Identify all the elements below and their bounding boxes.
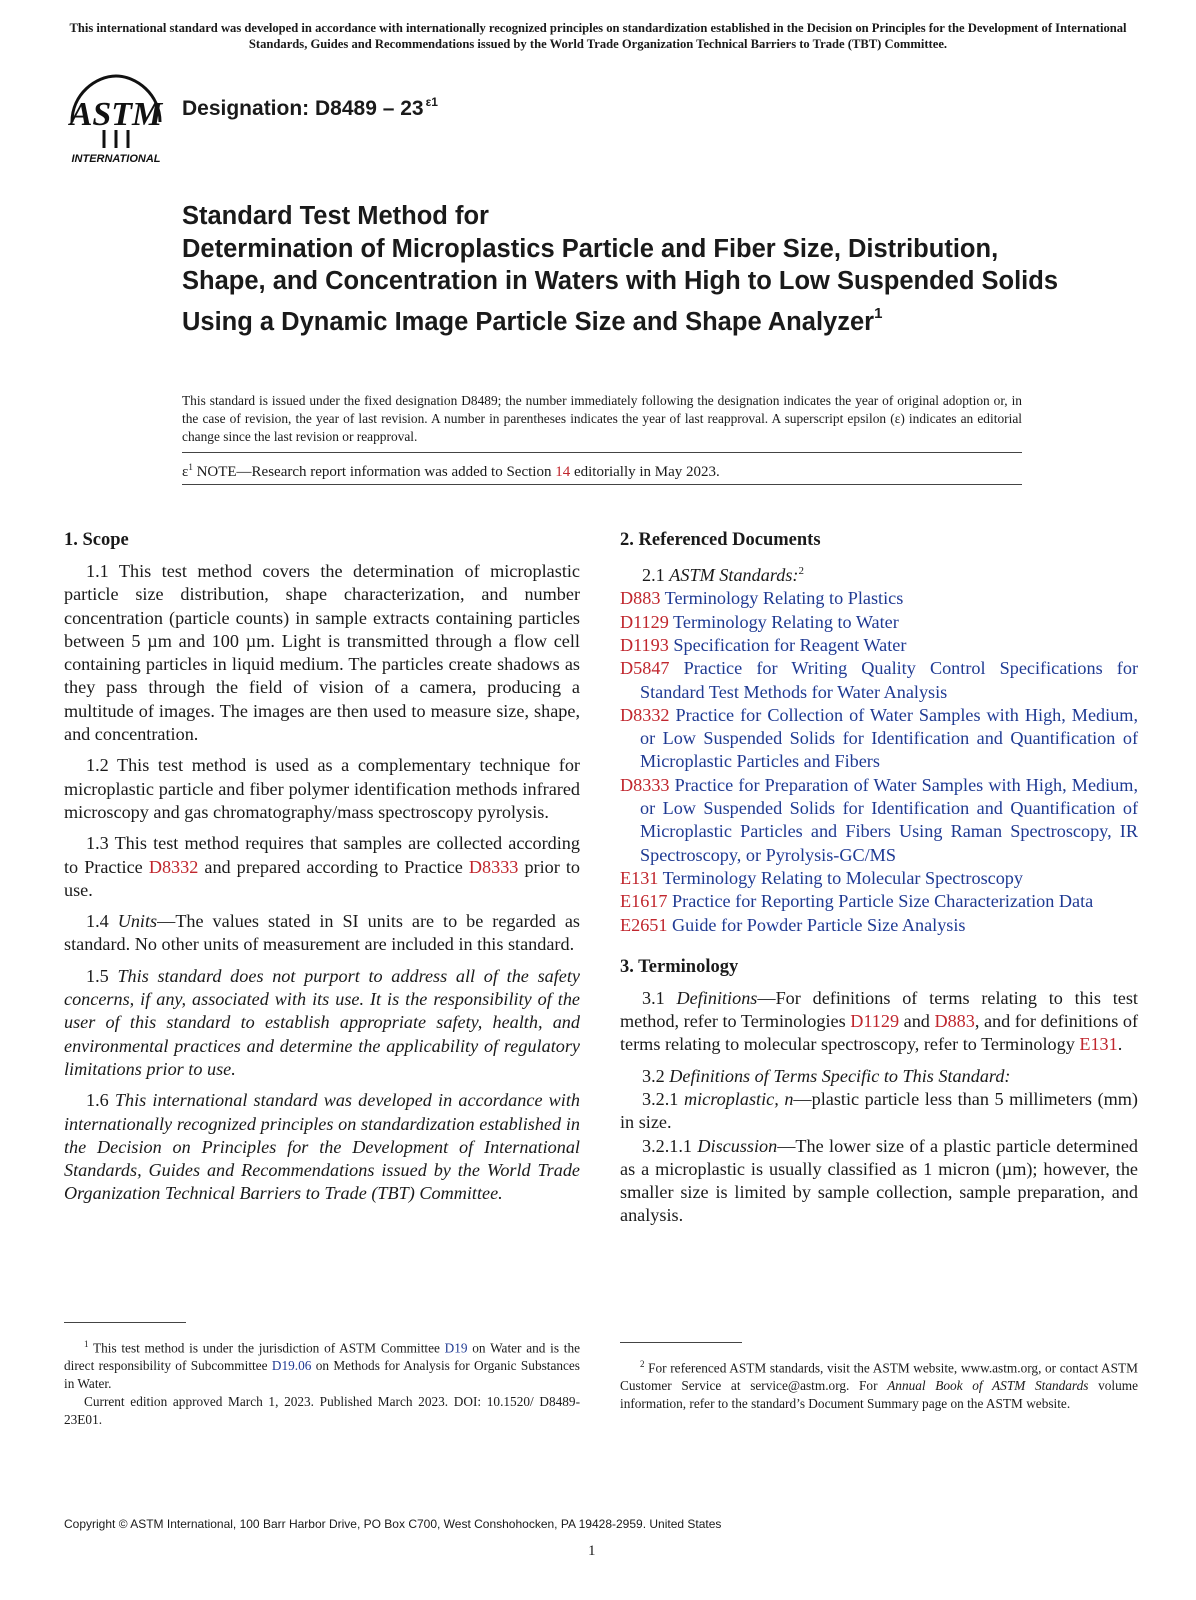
reference-code-link[interactable]: D1193: [620, 634, 669, 655]
reference-item: [620, 774, 1138, 867]
reference-code-link[interactable]: D5847: [620, 658, 670, 679]
logo-subtext: INTERNATIONAL: [71, 153, 161, 165]
designation-label: Designation: D8489 – 23: [182, 97, 424, 120]
footnote-2: [620, 1355, 1138, 1413]
note-epsilon: ε: [182, 464, 189, 480]
p13-text-c: prior to use.: [64, 856, 580, 900]
paragraph-1-6: [64, 1089, 580, 1205]
reference-code-link[interactable]: D883: [620, 588, 661, 609]
reference-code-link[interactable]: D1129: [620, 611, 669, 632]
copyright-line: Copyright © ASTM International, 100 Barr Harbor Drive, PO Box C700, West Conshohocken, PA 19428-2959. United States: [64, 1517, 722, 1531]
fn1-text-a: This test method is under the jurisdiction of ASTM Committee: [88, 1340, 445, 1356]
reference-item: [620, 611, 1138, 634]
p14-text: —The values stated in SI units are to be regarded as standard. No other units of measurement are included in this standard.: [64, 911, 581, 955]
paragraph-3-2-1-1: [620, 1135, 1138, 1228]
link-e131[interactable]: E131: [1079, 1034, 1118, 1055]
designation: [182, 95, 438, 121]
paragraph-1-1: 1.1 This test method covers the determination of microplastic particle size distribution, shape characterization, and number concentration (particle counts) in sample extracts containing particles between 5 µm and 100 µm. Light is transmitted through a flow cell containing particles in liquid medium. The particles create shadows as they pass through the field of vision of a camera, producing a multitude of images. The images are then used to measure size, shape, and concentration.: [64, 561, 580, 745]
reference-item: [620, 914, 1138, 937]
footnote-rule-left: [64, 1322, 186, 1323]
p3211-text: —The lower size of a plastic particle determined as a microplastic is usually classified as 1 micron (µm); however, the smaller size is limited by sample collection, sample preparation, and analysis.: [620, 1135, 1138, 1226]
document-title: [182, 200, 1062, 338]
p321-text: —plastic particle less than 5 millimeters (mm) in size.: [620, 1089, 1138, 1133]
page-number: 1: [588, 1543, 596, 1559]
header-notice: This international standard was developed in accordance with internationally recognized principles on standardization established in the Decision on Principles for the Development of International Standards, Guides and Recommendations issued by the World Trade Organization Technical Barriers to Trade (TBT) Committee.: [69, 21, 1127, 51]
reference-title-link[interactable]: Practice for Preparation of Water Samples with High, Medium, or Low Suspended Solids for Identification and Quantification of Microplastic Particles and Fibers Using Raman Spectroscopy, IR Spectroscopy, or Pyrolysis-GC/MS: [640, 774, 1138, 865]
paragraph-1-2: 1.2 This test method is used as a complementary technique for microplastic particle and fiber polymer identification methods infrared microscopy and gas chromatography/mass spectroscopy pyrolysis.: [64, 755, 580, 822]
reference-code-link[interactable]: D8332: [620, 704, 670, 725]
section-heading-scope: 1. Scope: [64, 530, 129, 550]
p13-text-b: and prepared according to Practice: [198, 856, 469, 877]
reference-item: [620, 867, 1138, 890]
ref-sub-num: 2.1: [642, 565, 670, 586]
reference-title-link[interactable]: Guide for Powder Particle Size Analysis: [667, 914, 966, 935]
reference-code-link[interactable]: D8333: [620, 774, 670, 795]
link-d883[interactable]: D883: [934, 1011, 975, 1032]
note-section-link[interactable]: 14: [555, 464, 571, 480]
reference-title-link[interactable]: Terminology Relating to Molecular Spectroscopy: [658, 867, 1023, 888]
reference-item: [620, 657, 1138, 704]
fn2-text-a: For referenced ASTM standards, visit the ASTM website, www.astm.org, or contact ASTM Customer Service at service@astm.org. For: [620, 1360, 1138, 1394]
link-subcommittee-d19-06[interactable]: D19.06: [271, 1358, 312, 1374]
astm-logo: [64, 70, 168, 166]
paragraph-1-5: [64, 965, 580, 1081]
note-epsilon-sup: 1: [188, 462, 193, 472]
link-d1129[interactable]: D1129: [850, 1011, 900, 1032]
link-d8333[interactable]: D8333: [468, 856, 519, 877]
p321-num: 3.2.1: [642, 1089, 684, 1109]
title-line-2: Determination of Microplastics Particle and Fiber Size, Distribution, Shape, and Concentration in Waters with High to Low Suspended Solids Using a Dynamic Image Particle Size and Shape Analyzer: [182, 234, 1059, 336]
logo-wordmark: ASTM: [69, 96, 163, 133]
fn1-text-b: on Water and is the direct responsibility of Subcommittee: [64, 1340, 580, 1374]
footnote-2-mark: 2: [640, 1359, 645, 1369]
footnote-1: [64, 1335, 580, 1429]
fn2-italic: Annual Book of ASTM Standards: [887, 1378, 1089, 1394]
footnote-2-text: [620, 1355, 1138, 1413]
paragraph-3-1: [620, 987, 1138, 1057]
reference-title-link[interactable]: Terminology Relating to Plastics: [660, 588, 904, 609]
reference-item: [620, 587, 1138, 610]
reference-title-link[interactable]: Specification for Reagent Water: [668, 634, 907, 655]
footnote-rule-right: [620, 1342, 742, 1343]
reference-code-link[interactable]: E1617: [620, 891, 668, 912]
reference-code-link[interactable]: E131: [620, 867, 659, 888]
p16-num: 1.6: [86, 1090, 115, 1111]
reference-title-link[interactable]: Practice for Writing Quality Control Specifications for Standard Test Methods for Water Analysis: [640, 658, 1138, 702]
subsection-astm-standards: [620, 560, 1138, 587]
p31-text-d: .: [1117, 1034, 1123, 1055]
paragraph-3-2-1: [620, 1088, 1138, 1135]
ref-sub-label: ASTM Standards:: [669, 565, 799, 586]
link-d8332[interactable]: D8332: [148, 856, 199, 877]
p14-num: 1.4: [86, 911, 118, 932]
paragraph-3-2: [620, 1065, 1138, 1088]
left-column: [64, 528, 580, 1214]
title-footnote-mark: 1: [874, 304, 883, 322]
footnote-1-mark: 1: [84, 1339, 89, 1349]
section-heading-terminology: 3. Terminology: [620, 956, 739, 977]
p14-term: Units: [117, 911, 158, 932]
p31-text-a: —For definitions of terms relating to this test method, refer to Terminologies: [620, 987, 1138, 1032]
p31-text-c: , and for definitions of terms relating to molecular spectroscopy, refer to Terminology: [620, 1011, 1139, 1055]
footnote-1-edition: Current edition approved March 1, 2023. Published March 2023. DOI: 10.1520/ D8489-23E01.: [64, 1394, 580, 1428]
p32-num: 3.2: [642, 1065, 670, 1086]
reference-title-link[interactable]: Practice for Reporting Particle Size Characterization Data: [667, 891, 1094, 912]
p3211-term: Discussion: [697, 1135, 778, 1156]
reference-item: [620, 890, 1138, 913]
p32-text: Definitions of Terms Specific to This Standard:: [669, 1065, 1011, 1086]
fn1-text-c: on Methods for Analysis for Organic Substances in Water.: [64, 1358, 580, 1392]
section-heading-referenced-documents: 2. Referenced Documents: [620, 530, 821, 550]
p13-text-a: 1.3 This test method requires that samples are collected according to Practice: [64, 833, 580, 877]
note-text-a: NOTE—Research report information was added to Section: [192, 464, 556, 480]
ref-sub-footnote-mark: 2: [798, 565, 804, 577]
right-column: [620, 528, 1138, 1236]
reference-item: [620, 634, 1138, 657]
p3211-num: 3.2.1.1: [642, 1135, 698, 1156]
note-text-b: editorially in May 2023.: [570, 464, 720, 480]
p31-num: 3.1: [642, 987, 677, 1008]
designation-epsilon: ε1: [425, 95, 438, 109]
title-line-1: Standard Test Method for: [182, 202, 489, 230]
p15-num: 1.5: [86, 965, 118, 986]
divider-top: [182, 452, 1022, 453]
p16-text: This international standard was developed in accordance with internationally recognized principles on standardization established in the Decision on Principles for the Development of International Standards, Guides and Recommendations issued by the World Trade Organization Technical Barriers to Trade (TBT) Committee.: [64, 1090, 581, 1204]
reference-item: [620, 704, 1138, 774]
paragraph-1-4: [64, 910, 580, 957]
p31-term: Definitions: [676, 987, 758, 1008]
p15-text: This standard does not purport to address all of the safety concerns, if any, associated with its use. It is the responsibility of the user of this standard to establish appropriate safety, health, and environmental practices and determine the applicability of regulatory limitations prior to use.: [64, 965, 580, 1079]
paragraph-1-3: [64, 832, 580, 902]
p321-term: microplastic, n: [683, 1089, 794, 1109]
footnote-1-jurisdiction: [64, 1335, 580, 1393]
p31-text-b: and: [899, 1011, 935, 1032]
reference-code-link[interactable]: E2651: [620, 914, 668, 935]
fn2-text-b: volume information, refer to the standard’s Document Summary page on the ASTM website.: [620, 1378, 1138, 1412]
editorial-note: [182, 462, 720, 481]
divider-bottom: [182, 484, 1022, 485]
link-committee-d19[interactable]: D19: [444, 1340, 468, 1356]
reference-list: [620, 587, 1138, 936]
issued-statement: This standard is issued under the fixed designation D8489; the number immediately following the designation indicates the year of original adoption or, in the case of revision, the year of last revision. A number in parentheses indicates the year of last reapproval. A superscript epsilon (ε) indicates an editorial change since the last revision or reapproval.: [182, 393, 1022, 444]
reference-title-link[interactable]: Terminology Relating to Water: [668, 611, 899, 632]
reference-title-link[interactable]: Practice for Collection of Water Samples with High, Medium, or Low Suspended Solids for Identification and Quantification of Microplastic Particles and Fibers: [640, 704, 1138, 772]
